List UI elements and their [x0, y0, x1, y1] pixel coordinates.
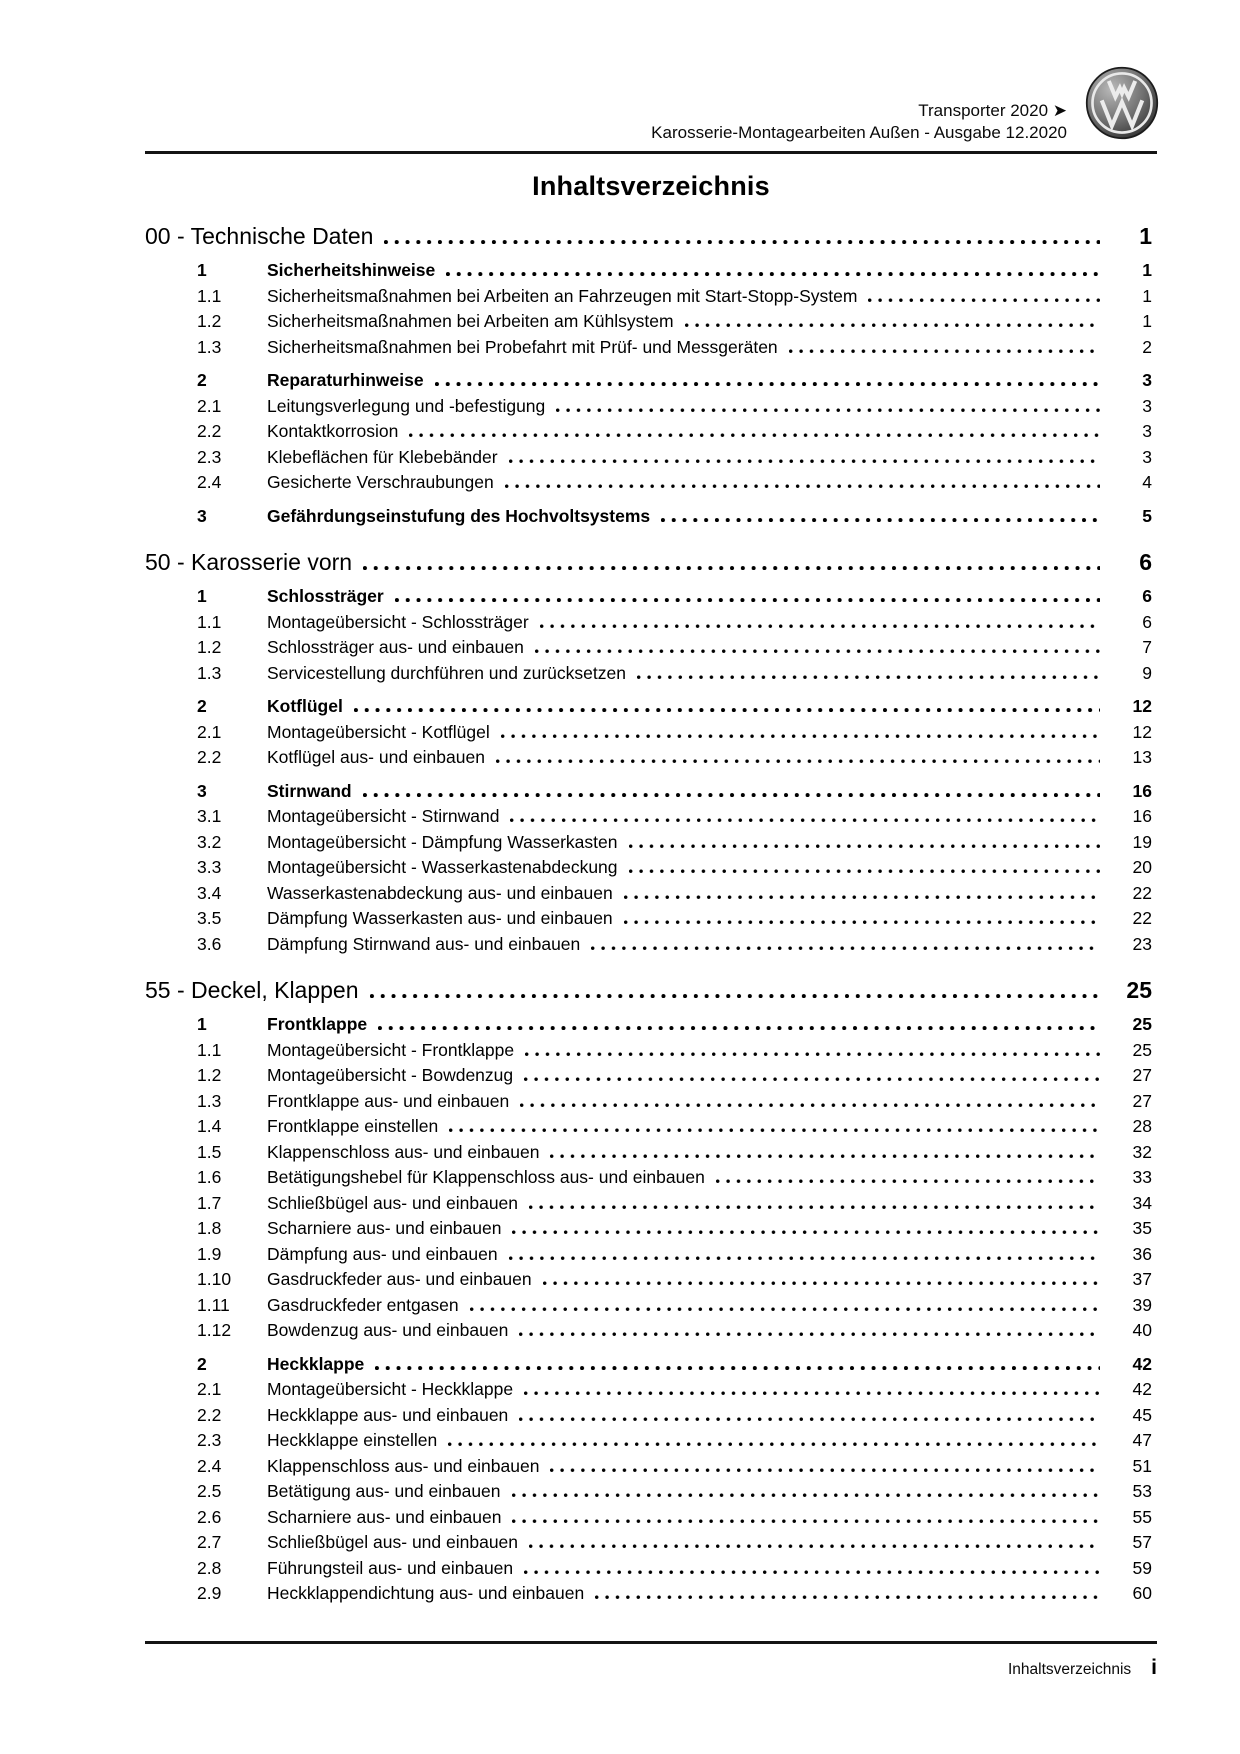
toc-entry-row: [145, 1114, 1157, 1140]
toc-entry-row: [145, 881, 1157, 907]
toc-entry-row: [145, 855, 1157, 881]
dot-leader: [363, 566, 1100, 570]
toc-entry-label: Gasdruckfeder entgasen: [267, 1294, 459, 1315]
dot-leader: [446, 272, 1100, 276]
dot-leader: [595, 1595, 1100, 1599]
dot-leader: [535, 649, 1100, 653]
toc-entry-row: [145, 309, 1157, 335]
toc-entry-row: [145, 1089, 1157, 1115]
toc-entry-number: 1.2: [197, 1065, 222, 1085]
toc-section-page: 1: [1139, 223, 1152, 249]
toc-entry-label: Reparaturhinweise: [267, 370, 424, 390]
toc-entry-number: 1.10: [197, 1269, 232, 1289]
toc-entry-label: Gasdruckfeder aus- und einbauen: [267, 1269, 532, 1289]
toc-entry-page: 55: [1132, 1506, 1152, 1527]
dot-leader: [510, 818, 1100, 822]
toc-entry-label: Stirnwand: [267, 780, 352, 801]
toc-entry-row: [145, 932, 1157, 958]
dot-leader: [435, 382, 1100, 386]
toc-entry-page: 59: [1132, 1557, 1152, 1578]
toc-entry-page: 47: [1132, 1430, 1152, 1450]
toc-section-title: 00 - Technische Daten: [145, 223, 374, 249]
dot-leader: [496, 759, 1100, 763]
toc-entry-number: 1: [197, 260, 207, 280]
toc-entry-label: Heckklappe aus- und einbauen: [267, 1404, 509, 1425]
dot-leader: [543, 1281, 1100, 1285]
dot-leader: [556, 408, 1100, 412]
toc-entry-number: 1.3: [197, 336, 222, 357]
footer-page-number: i: [1151, 1656, 1157, 1679]
toc-entry-number: 2: [197, 1353, 207, 1374]
page-footer: [145, 1641, 1157, 1680]
dot-leader: [629, 869, 1100, 873]
dot-leader: [378, 1026, 1100, 1030]
toc-entry-row: [145, 335, 1157, 361]
toc-entry-number: 2.3: [197, 446, 222, 467]
toc-entry-label: Sicherheitsmaßnahmen bei Arbeiten am Kühlsystem: [267, 311, 674, 331]
toc-entry-page: 35: [1132, 1218, 1152, 1238]
toc-entry-label: Leitungsverlegung und -befestigung: [267, 395, 546, 416]
toc-entry-row: [145, 1012, 1157, 1038]
toc-entry-label: Montageübersicht - Heckklappe: [267, 1379, 514, 1399]
toc-entry-page: 4: [1142, 472, 1152, 492]
dot-leader: [519, 1332, 1100, 1336]
dot-leader: [524, 1391, 1100, 1395]
toc-entry-row: [145, 830, 1157, 856]
toc-entry-row: [145, 1403, 1157, 1429]
toc-entry-page: 42: [1132, 1353, 1152, 1374]
toc-entry-page: 27: [1132, 1090, 1152, 1111]
toc-entry-label: Montageübersicht - Wasserkastenabdeckung: [267, 857, 618, 877]
page-content: [145, 0, 1157, 1607]
toc-entry-row: [145, 906, 1157, 932]
toc-section-page: 6: [1139, 549, 1152, 575]
toc-entry-page: 45: [1132, 1404, 1152, 1425]
toc-entry-page: 39: [1132, 1294, 1152, 1315]
toc-entry-number: 3: [197, 780, 207, 801]
toc-entry-label: Klebeflächen für Klebebänder: [267, 446, 498, 467]
toc-entry-label: Klappenschloss aus- und einbauen: [267, 1455, 540, 1476]
dot-leader: [529, 1544, 1100, 1548]
toc-entry-number: 1.1: [197, 611, 222, 632]
dot-leader: [624, 920, 1100, 924]
toc-entry-row: [145, 258, 1157, 284]
toc-entry-page: 13: [1132, 747, 1152, 767]
toc-section-page: 25: [1126, 977, 1152, 1003]
toc-entry-page: 7: [1142, 637, 1152, 657]
dot-leader: [520, 1103, 1100, 1107]
toc-entry-number: 2.3: [197, 1430, 222, 1450]
toc-entry-number: 2.5: [197, 1481, 222, 1501]
toc-entry-page: 51: [1132, 1455, 1152, 1476]
toc-entry-label: Bowdenzug aus- und einbauen: [267, 1320, 509, 1340]
toc-entry-label: Montageübersicht - Kotflügel: [267, 721, 490, 742]
toc-section-heading-row: [145, 976, 1157, 1004]
toc-entry-label: Heckklappe: [267, 1353, 365, 1374]
toc-entry-page: 32: [1132, 1141, 1152, 1162]
toc-entry-label: Betätigungshebel für Klappenschloss aus- und einbauen: [267, 1167, 705, 1187]
toc-entry-number: 1.9: [197, 1243, 222, 1264]
toc-entry-label: Scharniere aus- und einbauen: [267, 1506, 502, 1527]
toc-entry-label: Führungsteil aus- und einbauen: [267, 1557, 514, 1578]
dot-leader: [509, 1256, 1100, 1260]
toc-entry-label: Gefährdungseinstufung des Hochvoltsystems: [267, 505, 651, 526]
toc-entry-row: [145, 1216, 1157, 1242]
toc-entry-page: 33: [1132, 1167, 1152, 1187]
toc-entry-number: 3.4: [197, 882, 222, 903]
toc-entry-page: 37: [1132, 1269, 1152, 1289]
dot-leader: [629, 844, 1101, 848]
toc-entry-label: Wasserkastenabdeckung aus- und einbauen: [267, 882, 613, 903]
toc-entry-page: 16: [1132, 780, 1152, 801]
toc-entry-row: [145, 394, 1157, 420]
dot-leader: [550, 1468, 1100, 1472]
dot-leader: [637, 675, 1100, 679]
toc-entry-row: [145, 1556, 1157, 1582]
toc-entry-label: Montageübersicht - Dämpfung Wasserkasten: [267, 831, 618, 852]
toc-entry-row: [145, 610, 1157, 636]
header-manual-line: Karosserie-Montagearbeiten Außen - Ausgabe 12.2020: [651, 123, 1067, 142]
toc-entry-row: [145, 584, 1157, 610]
toc-entry-label: Kontaktkorrosion: [267, 421, 399, 441]
toc-entry-number: 2.4: [197, 1455, 222, 1476]
toc-entry-number: 3.2: [197, 831, 222, 852]
toc-entry-number: 2: [197, 370, 207, 390]
toc-entry-label: Heckklappe einstellen: [267, 1430, 438, 1450]
dot-leader: [512, 1519, 1100, 1523]
toc-entry-number: 2.2: [197, 421, 222, 441]
footer-label: Inhaltsverzeichnis: [1007, 1661, 1132, 1678]
toc-entry-row: [145, 445, 1157, 471]
toc-entry-label: Servicestellung durchführen und zurücksetzen: [267, 662, 626, 683]
toc-entry-number: 2.6: [197, 1506, 222, 1527]
toc-entry-row: [145, 1267, 1157, 1293]
toc-entry-number: 1.3: [197, 1090, 222, 1111]
toc-entry-number: 1.11: [197, 1294, 230, 1315]
toc-entry-row: [145, 1242, 1157, 1268]
toc-entry-number: 3.3: [197, 857, 222, 877]
toc-entry-label: Gesicherte Verschraubungen: [267, 472, 494, 492]
toc-entry-page: 3: [1142, 395, 1152, 416]
toc-entry-number: 2.4: [197, 472, 222, 492]
toc-entry-label: Schlossträger: [267, 586, 384, 606]
dot-leader: [449, 1128, 1100, 1132]
toc-entry-row: [145, 1479, 1157, 1505]
toc: [145, 222, 1157, 1607]
toc-entry-number: 2.1: [197, 721, 222, 742]
toc-entry-number: 2.9: [197, 1583, 222, 1603]
toc-entry-row: [145, 1191, 1157, 1217]
toc-entry-label: Kotflügel aus- und einbauen: [267, 747, 485, 767]
toc-entry-row: [145, 720, 1157, 746]
toc-entry-row: [145, 419, 1157, 445]
dot-leader: [512, 1230, 1100, 1234]
dot-leader: [685, 323, 1100, 327]
toc-entry-number: 2.2: [197, 747, 222, 767]
toc-entry-row: [145, 1530, 1157, 1556]
toc-entry-label: Montageübersicht - Schlossträger: [267, 611, 529, 632]
toc-entry-page: 28: [1132, 1116, 1152, 1136]
toc-entry-page: 3: [1142, 446, 1152, 467]
dot-leader: [540, 624, 1100, 628]
toc-entry-page: 1: [1142, 285, 1152, 306]
toc-entry-row: [145, 1165, 1157, 1191]
toc-entry-label: Schlossträger aus- und einbauen: [267, 637, 524, 657]
toc-entry-page: 23: [1132, 933, 1152, 954]
toc-section-title: 55 - Deckel, Klappen: [145, 977, 359, 1003]
toc-entry-row: [145, 504, 1157, 530]
dot-leader: [354, 708, 1100, 712]
toc-entry-label: Sicherheitsmaßnahmen bei Probefahrt mit Prüf- und Messgeräten: [267, 336, 778, 357]
toc-entry-page: 60: [1132, 1583, 1152, 1603]
toc-entry-page: 6: [1142, 611, 1152, 632]
dot-leader: [448, 1442, 1100, 1446]
toc-entry-page: 12: [1132, 696, 1152, 716]
dot-leader: [384, 240, 1100, 244]
toc-entry-page: 12: [1132, 721, 1152, 742]
toc-entry-row: [145, 661, 1157, 687]
toc-entry-number: 3.1: [197, 806, 222, 826]
toc-entry-number: 3.5: [197, 908, 222, 928]
toc-entry-row: [145, 1038, 1157, 1064]
toc-entry-row: [145, 1505, 1157, 1531]
toc-entry-row: [145, 368, 1157, 394]
dot-leader: [505, 484, 1100, 488]
dot-leader: [470, 1307, 1100, 1311]
toc-entry-label: Sicherheitsmaßnahmen bei Arbeiten an Fahrzeugen mit Start-Stopp-System: [267, 285, 858, 306]
toc-entry-row: [145, 1293, 1157, 1319]
toc-entry-page: 9: [1142, 662, 1152, 683]
toc-entry-page: 16: [1132, 806, 1152, 826]
toc-section-heading-row: [145, 548, 1157, 576]
toc-entry-row: [145, 1377, 1157, 1403]
toc-entry-number: 1.2: [197, 637, 222, 657]
toc-entry-page: 53: [1132, 1481, 1152, 1501]
toc-entry-label: Dämpfung Stirnwand aus- und einbauen: [267, 933, 581, 954]
dot-leader: [529, 1205, 1100, 1209]
toc-entry-number: 2.8: [197, 1557, 222, 1578]
toc-entry-number: 2: [197, 696, 207, 716]
dot-leader: [789, 349, 1100, 353]
dot-leader: [519, 1417, 1100, 1421]
dot-leader: [524, 1570, 1100, 1574]
toc-entry-row: [145, 804, 1157, 830]
dot-leader: [524, 1077, 1100, 1081]
toc-entry-row: [145, 1140, 1157, 1166]
toc-entry-row: [145, 1454, 1157, 1480]
toc-entry-page: 3: [1142, 370, 1152, 390]
toc-entry-label: Schließbügel aus- und einbauen: [267, 1532, 519, 1552]
toc-entry-page: 34: [1132, 1192, 1152, 1213]
dot-leader: [363, 793, 1100, 797]
dot-leader: [591, 946, 1100, 950]
toc-entry-number: 1.5: [197, 1141, 222, 1162]
header-model-line: Transporter 2020 ➤: [918, 101, 1067, 120]
toc-entry-number: 1.6: [197, 1167, 222, 1187]
toc-entry-number: 2.1: [197, 395, 222, 416]
dot-leader: [525, 1052, 1100, 1056]
toc-entry-number: 3: [197, 505, 207, 526]
page-title: Inhaltsverzeichnis: [532, 171, 770, 201]
dot-leader: [868, 298, 1100, 302]
dot-leader: [509, 459, 1100, 463]
toc-entry-label: Dämpfung Wasserkasten aus- und einbauen: [267, 908, 613, 928]
toc-entry-page: 25: [1132, 1039, 1152, 1060]
toc-entry-label: Heckklappendichtung aus- und einbauen: [267, 1583, 585, 1603]
toc-entry-row: [145, 635, 1157, 661]
toc-entry-row: [145, 694, 1157, 720]
toc-entry-number: 1.8: [197, 1218, 222, 1238]
toc-entry-label: Frontklappe aus- und einbauen: [267, 1090, 510, 1111]
dot-leader: [512, 1493, 1100, 1497]
toc-entry-number: 1.7: [197, 1192, 222, 1213]
toc-entry-row: [145, 1318, 1157, 1344]
dot-leader: [501, 734, 1100, 738]
toc-entry-label: Kotflügel: [267, 696, 343, 716]
toc-entry-label: Klappenschloss aus- und einbauen: [267, 1141, 540, 1162]
page-header: [145, 0, 1157, 154]
toc-entry-number: 1: [197, 1014, 207, 1034]
toc-entry-label: Dämpfung aus- und einbauen: [267, 1243, 498, 1264]
toc-entry-page: 57: [1132, 1532, 1152, 1552]
toc-entry-row: [145, 284, 1157, 310]
toc-entry-page: 20: [1132, 857, 1152, 877]
toc-entry-page: 40: [1132, 1320, 1152, 1340]
dot-leader: [370, 994, 1100, 998]
toc-entry-page: 1: [1142, 311, 1152, 331]
toc-entry-page: 27: [1132, 1065, 1152, 1085]
toc-entry-page: 22: [1132, 882, 1152, 903]
header-divider: [145, 151, 1157, 154]
toc-entry-number: 1.4: [197, 1116, 222, 1136]
toc-entry-number: 1.3: [197, 662, 222, 683]
dot-leader: [375, 1366, 1100, 1370]
toc-entry-label: Montageübersicht - Bowdenzug: [267, 1065, 514, 1085]
toc-entry-page: 22: [1132, 908, 1152, 928]
toc-entry-page: 25: [1132, 1014, 1152, 1034]
toc-entry-number: 3.6: [197, 933, 222, 954]
toc-entry-row: [145, 470, 1157, 496]
dot-leader: [409, 433, 1100, 437]
toc-entry-label: Betätigung aus- und einbauen: [267, 1481, 501, 1501]
toc-entry-page: 5: [1142, 505, 1152, 526]
toc-entry-page: 2: [1142, 336, 1152, 357]
toc-entry-page: 3: [1142, 421, 1152, 441]
toc-section-heading-row: [145, 222, 1157, 250]
toc-entry-row: [145, 1428, 1157, 1454]
toc-entry-row: [145, 1581, 1157, 1607]
toc-entry-row: [145, 745, 1157, 771]
toc-entry-label: Montageübersicht - Stirnwand: [267, 806, 500, 826]
toc-entry-page: 42: [1132, 1379, 1152, 1399]
dot-leader: [661, 518, 1100, 522]
toc-entry-number: 2.2: [197, 1404, 222, 1425]
toc-section-title: 50 - Karosserie vorn: [145, 549, 353, 575]
dot-leader: [624, 895, 1100, 899]
toc-entry-number: 1.1: [197, 285, 222, 306]
toc-entry-label: Schließbügel aus- und einbauen: [267, 1192, 519, 1213]
dot-leader: [550, 1154, 1100, 1158]
toc-entry-number: 1.2: [197, 311, 222, 331]
toc-entry-row: [145, 1352, 1157, 1378]
toc-entry-number: 2.1: [197, 1379, 222, 1399]
toc-entry-page: 1: [1142, 260, 1152, 280]
toc-entry-row: [145, 779, 1157, 805]
toc-entry-label: Scharniere aus- und einbauen: [267, 1218, 502, 1238]
toc-entry-number: 1: [197, 586, 207, 606]
toc-entry-page: 19: [1132, 831, 1152, 852]
toc-entry-label: Sicherheitshinweise: [267, 260, 436, 280]
dot-leader: [716, 1179, 1100, 1183]
toc-entry-label: Frontklappe: [267, 1014, 368, 1034]
toc-entry-number: 1.12: [197, 1320, 232, 1340]
toc-entry-number: 1.1: [197, 1039, 222, 1060]
toc-entry-page: 6: [1142, 586, 1152, 606]
toc-entry-label: Montageübersicht - Frontklappe: [267, 1039, 515, 1060]
toc-entry-number: 2.7: [197, 1532, 222, 1552]
toc-entry-label: Frontklappe einstellen: [267, 1116, 439, 1136]
toc-entry-row: [145, 1063, 1157, 1089]
dot-leader: [395, 598, 1100, 602]
toc-entry-page: 36: [1132, 1243, 1152, 1264]
